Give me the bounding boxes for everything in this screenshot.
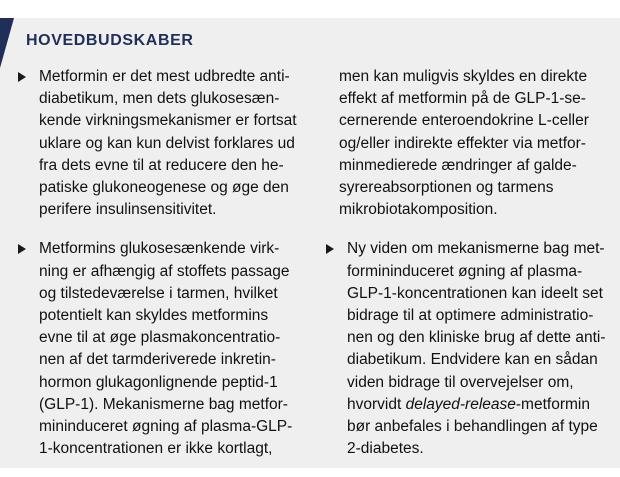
bullet-item-2 [14, 238, 299, 460]
text-line: Metformins glukosesænkende virk- [39, 240, 280, 258]
text-line: men kan muligvis skyldes en direkte [339, 68, 588, 85]
text-line: potentielt kan skyldes metformins [39, 307, 269, 325]
corner-accent [0, 18, 14, 68]
text-line: perifere insulinsensitivitet. [39, 201, 217, 219]
bullet-item-1 [14, 66, 299, 221]
text-line: (GLP-1). Mekanismerne bag metfor- [39, 395, 288, 413]
text-line: og tilstedeværelse i tarmen, hvilket [39, 284, 278, 302]
text-line: kende virkningsmekanismer er fortsat [39, 112, 297, 130]
text-line: nen og den kliniske brug af dette anti- [347, 329, 606, 347]
triangle-bullet-icon [18, 72, 26, 82]
text-line: cernerende enteroendokrine L-celler [339, 112, 589, 130]
text-line: nen af det tarmderiverede inkretin- [39, 351, 276, 369]
left-column [14, 66, 299, 477]
text-line: syrereabsorptionen og tarmens [339, 179, 554, 197]
text-line: uklare og kan kun delvist forklares ud [39, 134, 295, 152]
italic-term: delayed-release [405, 395, 516, 413]
text-line: mininduceret øgning af plasma-GLP- [39, 418, 293, 436]
text-line: viden bidrage til overvejelser om, [347, 373, 574, 391]
text-line: bør anbefales i behandlingen af type [347, 418, 598, 436]
text-line: GLP-1-koncentrationen kan ideelt set [347, 284, 603, 302]
text-line: bidrage til at optimere administratio- [347, 307, 594, 325]
text-line: Metformin er det mest udbredte anti- [39, 68, 290, 85]
text-line: diabetikum, men dets glukosesæn- [39, 90, 280, 108]
text-line-italic-mixed [347, 394, 607, 416]
text-line: 2-diabetes. [347, 440, 424, 458]
text-line: fra dets evne til at reducere den he- [39, 156, 284, 174]
text-line: hormon glukagonlignende peptid-1 [39, 373, 278, 391]
text-line: diabetikum. Endvidere kan en sådan [347, 351, 598, 369]
text-fragment: hvorvidt [347, 395, 406, 413]
bullet-item-2-continued [322, 66, 607, 221]
text-line: formininduceret øgning af plasma- [347, 262, 583, 280]
triangle-bullet-icon [18, 244, 26, 254]
triangle-bullet-icon [326, 244, 334, 254]
text-line: 1-koncentrationen er ikke kortlagt, [39, 440, 273, 458]
bullet-item-3 [322, 238, 607, 460]
text-line: evne til at øge plasmakoncentratio- [39, 329, 281, 347]
text-line: effekt af metformin på de GLP-1-se- [339, 90, 586, 108]
text-line: mikrobiotakomposition. [339, 201, 498, 219]
text-fragment: -metformin [515, 395, 590, 413]
right-column [322, 66, 607, 477]
box-heading: HOVEDBUDSKABER [26, 32, 194, 49]
text-line: minmedierede ændringer af galde- [339, 156, 577, 174]
text-line: patiske glukoneogenese og øge den [39, 179, 289, 197]
text-line: ning er afhængig af stoffets passage [39, 262, 290, 280]
text-line: og/eller indirekte effekter via metfor- [339, 134, 586, 152]
text-line: Ny viden om mekanismerne bag met- [347, 240, 605, 258]
